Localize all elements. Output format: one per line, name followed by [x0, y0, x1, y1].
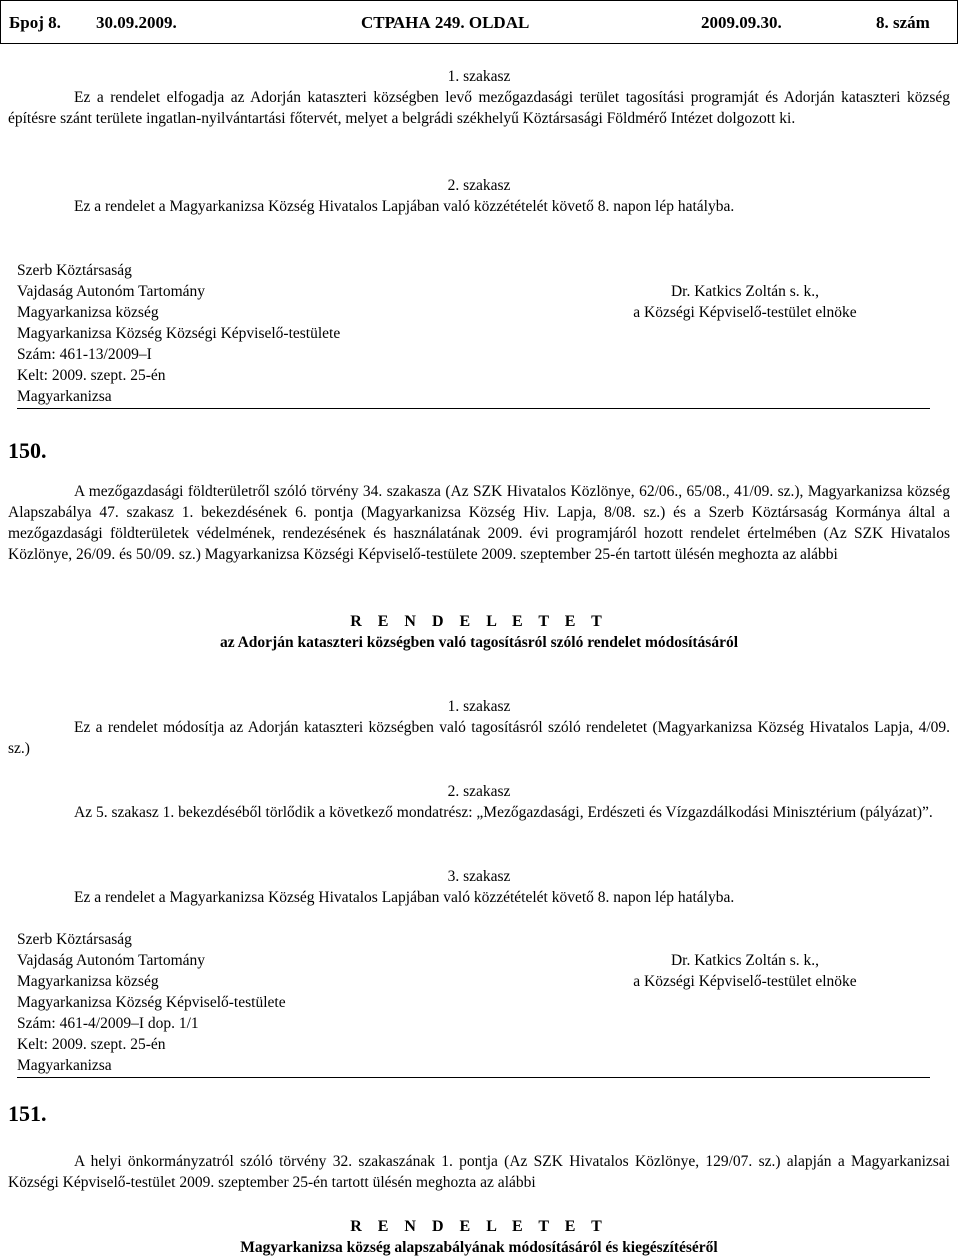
- decree-151-heading: R E N D E L E T E T: [350, 1218, 608, 1235]
- sig-line: Magyarkanizsa Község Községi Képviselő-testülete: [17, 325, 341, 342]
- date-hungarian: 2009.09.30.: [701, 12, 782, 32]
- section-text-1: Ez a rendelet elfogadja az Adorján kataszteri községben levő mezőgazdasági terület tagosítási programját és Adorján kataszteri község építésre szánt területe ingatlan-nyilvántartási főtervét, melyet a belgrádi székhelyű Köztársasági Földmérő Intézet dolgozott ki.: [8, 89, 950, 127]
- signature-block-right-1: [595, 281, 895, 323]
- signature-block-left-1: [17, 260, 340, 407]
- decree-150-section-text-1: Ez a rendelet módosítja az Adorján kataszteri községben való tagosításról szóló rendeletet (Magyarkanizsa Község Hivatalos Lapja, 4/09. sz.): [8, 719, 950, 757]
- sig-line: Magyarkanizsa Község Képviselő-testülete: [17, 994, 286, 1011]
- separator-line: [17, 408, 930, 409]
- decree-150-preamble: A mezőgazdasági földterületről szóló törvény 34. szakasza (Az SZK Hivatalos Közlönye, 62/06., 65/08., 41/09. sz.), Magyarkanizsa község Alapszabálya 47. szakasz 1. bekezdésének 6. pontja (Magyarkanizsa Község Hiv. Lapja, 8/08. sz.) és a Szerb Köztársaság Kormánya által a mezőgazdasági földterületek védelmének, rendezésének és használatának 2009. évi programjáról hozott rendelet értelmében (Az SZK Hivatalos Közlönye, 26/09. és 50/09. sz.) Magyarkanizsa Községi Képviselő-testülete 2009. szeptember 25-én tartott ülésén meghozta az alábbi: [8, 483, 950, 563]
- issue-number-serbian: Број 8.: [9, 12, 61, 32]
- signatory-title: a Községi Képviselő-testület elnöke: [633, 973, 857, 990]
- signature-block-left-2: [17, 929, 286, 1076]
- separator-line: [17, 1077, 930, 1078]
- sig-line: Szám: 461-4/2009–I dop. 1/1: [17, 1015, 199, 1032]
- sig-line: Kelt: 2009. szept. 25-én: [17, 367, 166, 384]
- decree-151-subheading: Magyarkanizsa község alapszabályának módosításáról és kiegészítéséről: [240, 1239, 718, 1256]
- sig-line: Szerb Köztársaság: [17, 931, 132, 948]
- sig-line: Szerb Köztársaság: [17, 262, 132, 279]
- section-title-1: 1. szakasz: [447, 68, 511, 85]
- decree-150-subheading: az Adorján kataszteri községben való tagosításról szóló rendelet módosításáról: [219, 634, 739, 651]
- decree-150-heading: R E N D E L E T E T: [350, 613, 608, 630]
- page-header: [0, 0, 958, 44]
- signatory-name: Dr. Katkics Zoltán s. k.,: [670, 952, 820, 969]
- sig-line: Magyarkanizsa község: [17, 304, 159, 321]
- sig-line: Magyarkanizsa község: [17, 973, 159, 990]
- sig-line: Magyarkanizsa: [17, 388, 112, 405]
- signature-block-right-2: [595, 950, 895, 992]
- decree-151-preamble: A helyi önkormányzatról szóló törvény 32. szakaszának 1. pontja (Az SZK Hivatalos Közlönye, 129/07. sz.) alapján a Magyarkanizsai Községi Képviselő-testület 2009. szeptember 25-én tartott ülésén meghozta az alábbi: [8, 1153, 950, 1191]
- decree-150-section-title-1: 1. szakasz: [447, 698, 511, 715]
- decree-150-section-text-2: Az 5. szakasz 1. bekezdéséből törlődik a következő mondatrész: „Mezőgazdasági, Erdészeti és Vízgazdálkodási Minisztérium (pályázat)”.: [74, 804, 933, 821]
- sig-line: Vajdaság Autonóm Tartomány: [17, 952, 206, 969]
- decree-number-150: 150.: [8, 438, 47, 463]
- decree-150-section-text-3: Ez a rendelet a Magyarkanizsa Község Hivatalos Lapjában való közzétételét követő 8. napon lép hatályba.: [74, 889, 735, 906]
- section-text-2: Ez a rendelet a Magyarkanizsa Község Hivatalos Lapjában való közzétételét követő 8. napon lép hatályba.: [74, 198, 735, 215]
- sig-line: Vajdaság Autonóm Tartomány: [17, 283, 206, 300]
- decree-150-section-title-3: 3. szakasz: [447, 868, 511, 885]
- signatory-title: a Községi Képviselő-testület elnöke: [633, 304, 857, 321]
- decree-number-151: 151.: [8, 1101, 47, 1126]
- signatory-name: Dr. Katkics Zoltán s. k.,: [670, 283, 820, 300]
- decree-150-section-title-2: 2. szakasz: [447, 783, 511, 800]
- sig-line: Magyarkanizsa: [17, 1057, 112, 1074]
- sig-line: Szám: 461-13/2009–I: [17, 346, 152, 363]
- page-number: СТРАНА 249. OLDAL: [361, 12, 530, 32]
- sig-line: Kelt: 2009. szept. 25-én: [17, 1036, 166, 1053]
- date-serbian: 30.09.2009.: [96, 12, 177, 32]
- issue-number-hungarian: 8. szám: [876, 12, 930, 32]
- section-title-2: 2. szakasz: [447, 177, 511, 194]
